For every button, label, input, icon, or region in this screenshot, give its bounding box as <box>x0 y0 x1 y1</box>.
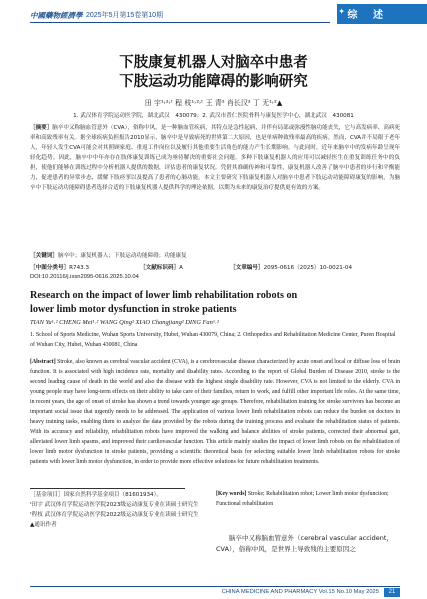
clc-value: R743.3 <box>69 265 90 271</box>
footer-rule <box>30 586 400 587</box>
zh-keywords-text: 脑卒中；康复机器人；下肢运动功能障碍；功能康复 <box>57 253 187 259</box>
doccode-value: A <box>179 265 183 271</box>
footer-journal: CHINA MEDICINE AND PHARMACY Vol.15 No.10 May 2025 <box>221 589 379 595</box>
zh-title-line-2: 下肢运动功能障碍的影响研究 <box>119 74 308 90</box>
page-number: 21 <box>384 588 400 597</box>
header-rule <box>30 22 330 23</box>
en-authors: TIAN Yu¹˒² CHENG Mei¹˒² WANG Qing² XIAO Changjiang² DING Fan¹˒² <box>30 319 219 326</box>
en-keywords-label: [Key words] <box>216 491 247 497</box>
en-keywords <box>216 490 402 510</box>
zh-abstract-text: 脑卒中又称脑血管意外（CVA），俗称中风，是一种脑血管疾病，其特点是急性起病，并伴有局部或弥漫性脑功能丧失，它与高发病率、高病死率和高致残率有关。据全球疾病负担报告2010显示，脑卒中是导致病死的世界第二大原因，也是单病种致残率最高的疾病。然而，CVA并不局限于老年人，年轻人发生CVA可能会对其照顾家庭、重返工作岗位以及履行其他重要生活角色的能力产生长期影响。与此同时，近年来脑卒中的发病年龄呈现年轻化趋势。因此，脑卒中中年亦存在肢体康复训练已成为亟待解决的重要社会问题。多种下肢康复机器人的应用可以减轻医生在重复训练任务中的负担，使他们能够在训练过程中分析机器人提供的数据，评估患者的康复状况。凭借其准确传神和可靠性，康复机器人改善了脑卒中患者的步行和平衡能力，促进患者的异常步态，缓解下肢痉挛以及提高了患者的心肺功能。本文主要研究下肢康复机器人对脑卒中患者下肢运动功能障碍康复的影响，为脑卒中下肢运动功能障碍患者选择合适的下肢康复机器人提供科学的理论依据，以期为未来的康复治疗提供更有效的方案。 <box>30 125 400 191</box>
footnote-corresponding: ▲通讯作者 <box>30 521 57 528</box>
body-intro-line-2: CVA），俗称中风，是世界上导致残的主要原因之 <box>216 545 356 554</box>
star-icon: ✦ <box>338 7 345 16</box>
zh-authors: 田 宇¹˒²˒ᵗ 程 枝¹˒²˒ᵗ 王 青² 肖长汉² 丁 无¹˒²▲ <box>144 99 283 107</box>
zh-keywords <box>30 251 400 259</box>
zh-affiliation: 1. 武汉体育学院运动医学院，湖北武汉 430079；2. 武汉市普仁医院骨科与康复医学中心，湖北武汉 430081 <box>73 113 354 119</box>
body-intro-line-1: 脑卒中又称脑血管意外（cerebral vascular accident， <box>229 534 393 542</box>
footnote-author-2: ᵗ程枝 武汉体育学院运动医学院2022级运动康复专业在读硕士研究生 <box>30 511 199 518</box>
en-keywords-text: Stroke; Rehabilitation robot; Lower limb motor dysfunction; Functional rehabilitation <box>216 491 389 507</box>
zh-abstract <box>30 124 400 194</box>
en-title-line-2: lower limb motor dysfunction in stroke patients <box>30 304 237 315</box>
clc-label: ［中图分类号］ <box>30 265 70 271</box>
footnote-rule <box>30 488 185 489</box>
en-abstract-text: Stroke, also known as cerebral vascular accident (CVA), is a cerebrovascular disease characterized by acute onset and local or diffuse loss of brain function. It is associated with high incidence rate, mortality and disability rates. According to the report of Global Burden of Disease 2010, stroke is the second leading cause of death in the world and also the disease with the highest single disability rate. However, CVA is not limited to the elderly. CVA in young people may have long-term effects on their ability to take care of their families, return to work, and fulfill other important life roles. At the same time, in recent years, the age of onset of stroke has shown a trend towards younger age groups. Therefore, rehabilitation training for stroke survivors has become an important social issue that urgently needs to be addressed. The application of various lower limb rehabilitation robots can reduce the burden on doctors in heavy training tasks, enabling them to analyze the data provided by the robots during the training process and evaluate the rehabilitation status of patients. With its accuracy and reliability, rehabilitation robots have improved the walking and balance abilities of stroke patients, corrected their abnormal gait, alleviated lower limb spasms, and improved their cardiovascular function. This article mainly studies the impact of lower limb robots on the rehabilitation of lower limb motor dysfunction in stroke patients, providing a scientific theoretical basis for selecting suitable lower limb rehabilitation robots for stroke patients with lower limb motor dysfunction, in order to provide more effective solutions for future rehabilitation treatments. <box>30 359 400 466</box>
body-intro <box>216 533 402 555</box>
section-label: 综 述 <box>347 10 389 21</box>
en-abstract <box>30 357 400 468</box>
en-title-line-1: Research on the impact of lower limb rehabilitation robots on <box>30 290 298 301</box>
articleno-label: ［文章编号］ <box>230 265 264 271</box>
en-abstract-label: [Abstract] <box>30 359 56 365</box>
articleno-value: 2095-0616（2025）10-0021-04 <box>263 265 352 271</box>
doi[interactable]: DOI:10.20116/j.issn2095-0616.2025.10.04 <box>30 274 139 280</box>
journal-issue: 2025年5月第15卷第10期 <box>86 12 164 19</box>
doccode-label: ［文献标识码］ <box>140 265 180 271</box>
page-header <box>0 0 427 30</box>
en-affiliation: 1. School of Sports Medicine, Wuhan Sports University, Hubei, Wuhan 430079, China; 2. Orthopedics and Rehabilitation Medicine Center, Puren Hospital of Wuhan City, Hubei, Wuhan 430081, China <box>30 332 396 348</box>
zh-title-line-1: 下肢康复机器人对脑卒中患者 <box>119 55 308 71</box>
article-meta <box>30 263 400 271</box>
footnote-funding: ［基金项目］国家自然科学基金项目（81601934）。 <box>30 492 162 498</box>
footnotes <box>30 491 205 531</box>
zh-abstract-label: ［摘要］ <box>30 125 53 131</box>
journal-name: 中國藥物經濟學 <box>30 11 83 20</box>
zh-keywords-label: ［关键词］ <box>30 253 58 259</box>
footnote-author-1: ᵗ田宇 武汉体育学院运动医学院2023级运动康复专业在读硕士研究生 <box>30 501 199 508</box>
